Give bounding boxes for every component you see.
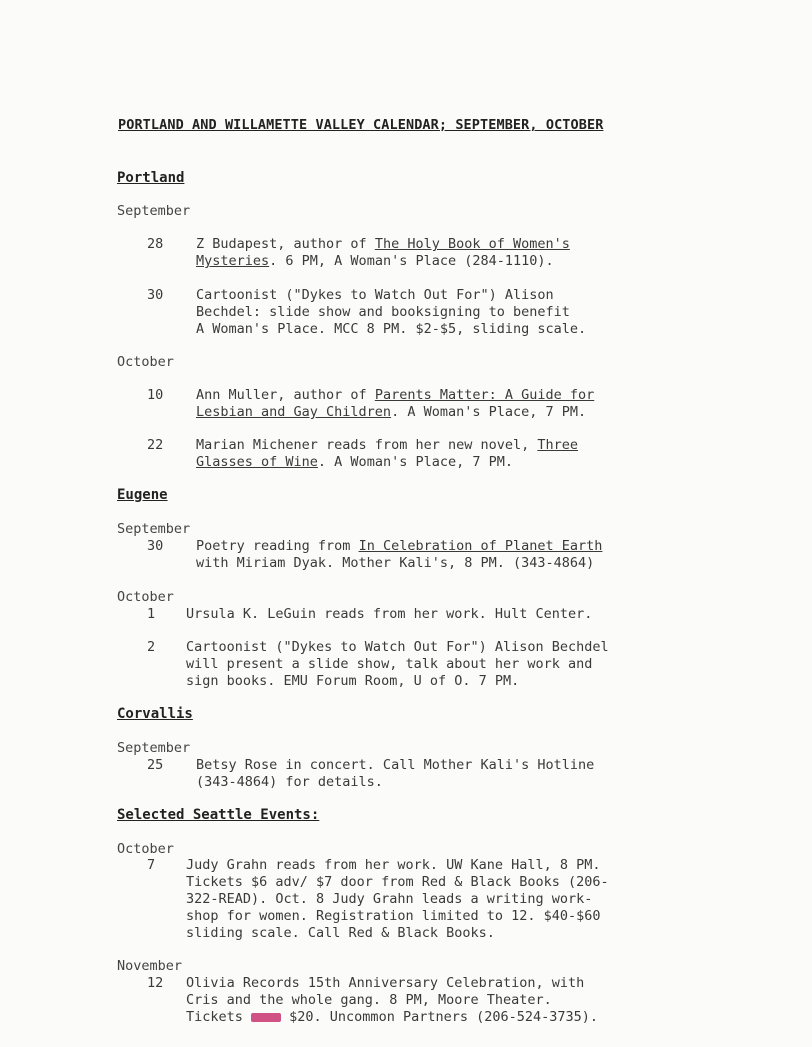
book-title: Three xyxy=(537,437,579,453)
event-day: 30 xyxy=(147,287,164,303)
event-day: 12 xyxy=(147,975,164,991)
event-description: Poetry reading from In Celebration of Planet Earth with Miriam Dyak. Mother Kali's, 8 PM. (343-4864) xyxy=(196,538,603,571)
section-heading-corvallis: Corvallis xyxy=(117,706,193,722)
event-day: 10 xyxy=(147,387,164,403)
month-label: September xyxy=(117,740,191,756)
section-heading-portland: Portland xyxy=(117,170,185,186)
event-day: 28 xyxy=(147,236,164,252)
event-day: 30 xyxy=(147,538,164,554)
event-description: Cartoonist ("Dykes to Watch Out For") Alison Bechdel: slide show and booksigning to benefit A Woman's Place. MCC 8 PM. $2-$5, sliding scale. xyxy=(196,287,587,337)
event-description: Marian Michener reads from her new novel, Three Glasses of Wine. A Woman's Place, 7 PM. xyxy=(196,437,579,470)
month-label: October xyxy=(117,354,174,370)
book-title: The Holy Book of Women's xyxy=(374,236,570,252)
event-day: 22 xyxy=(147,437,164,453)
event-description: Olivia Records 15th Anniversary Celebration, with Cris and the whole gang. 8 PM, Moore Theater. Tickets $20. Uncommon Partners (206-524-3735). xyxy=(186,975,599,1025)
book-title: Mysteries xyxy=(196,253,270,269)
section-heading-eugene: Eugene xyxy=(117,487,168,503)
book-title: Lesbian and Gay Children xyxy=(196,404,392,420)
event-description: Judy Grahn reads from her work. UW Kane Hall, 8 PM. Tickets $6 adv/ $7 door from Red & Black Books (206- 322-READ). Oct. 8 Judy Grahn leads a writing work- shop for women. Registration limited to 12. $40-$60 sliding scale. Call Red & Black Books. xyxy=(186,857,609,941)
month-label: October xyxy=(117,589,174,605)
month-label: September xyxy=(117,521,191,537)
event-description: Z Budapest, author of The Holy Book of Women's Mysteries. 6 PM, A Woman's Place (284-1110). xyxy=(196,236,570,269)
event-day: 1 xyxy=(147,606,156,622)
month-label: October xyxy=(117,841,174,857)
section-heading-seattle: Selected Seattle Events: xyxy=(117,807,320,823)
event-description: Ann Muller, author of Parents Matter: A Guide for Lesbian and Gay Children. A Woman's Place, 7 PM. xyxy=(196,387,595,420)
book-title: Parents Matter: A Guide for xyxy=(374,387,595,403)
event-day: 7 xyxy=(147,857,156,873)
event-description: Betsy Rose in concert. Call Mother Kali's Hotline (343-4864) for details. xyxy=(196,757,595,790)
month-label: November xyxy=(117,958,183,974)
event-day: 2 xyxy=(147,639,156,655)
book-title: In Celebration of Planet Earth xyxy=(358,538,603,554)
page-title: PORTLAND AND WILLAMETTE VALLEY CALENDAR; SEPTEMBER, OCTOBER xyxy=(118,117,604,133)
redaction-mark xyxy=(251,1013,281,1022)
month-label: September xyxy=(117,203,191,219)
event-day: 25 xyxy=(147,757,164,773)
event-description: Cartoonist ("Dykes to Watch Out For") Alison Bechdel will present a slide show, talk about her work and sign books. EMU Forum Room, U of O. 7 PM. xyxy=(186,639,609,689)
book-title: Glasses of Wine xyxy=(196,454,318,470)
event-description: Ursula K. LeGuin reads from her work. Hult Center. xyxy=(186,606,593,622)
